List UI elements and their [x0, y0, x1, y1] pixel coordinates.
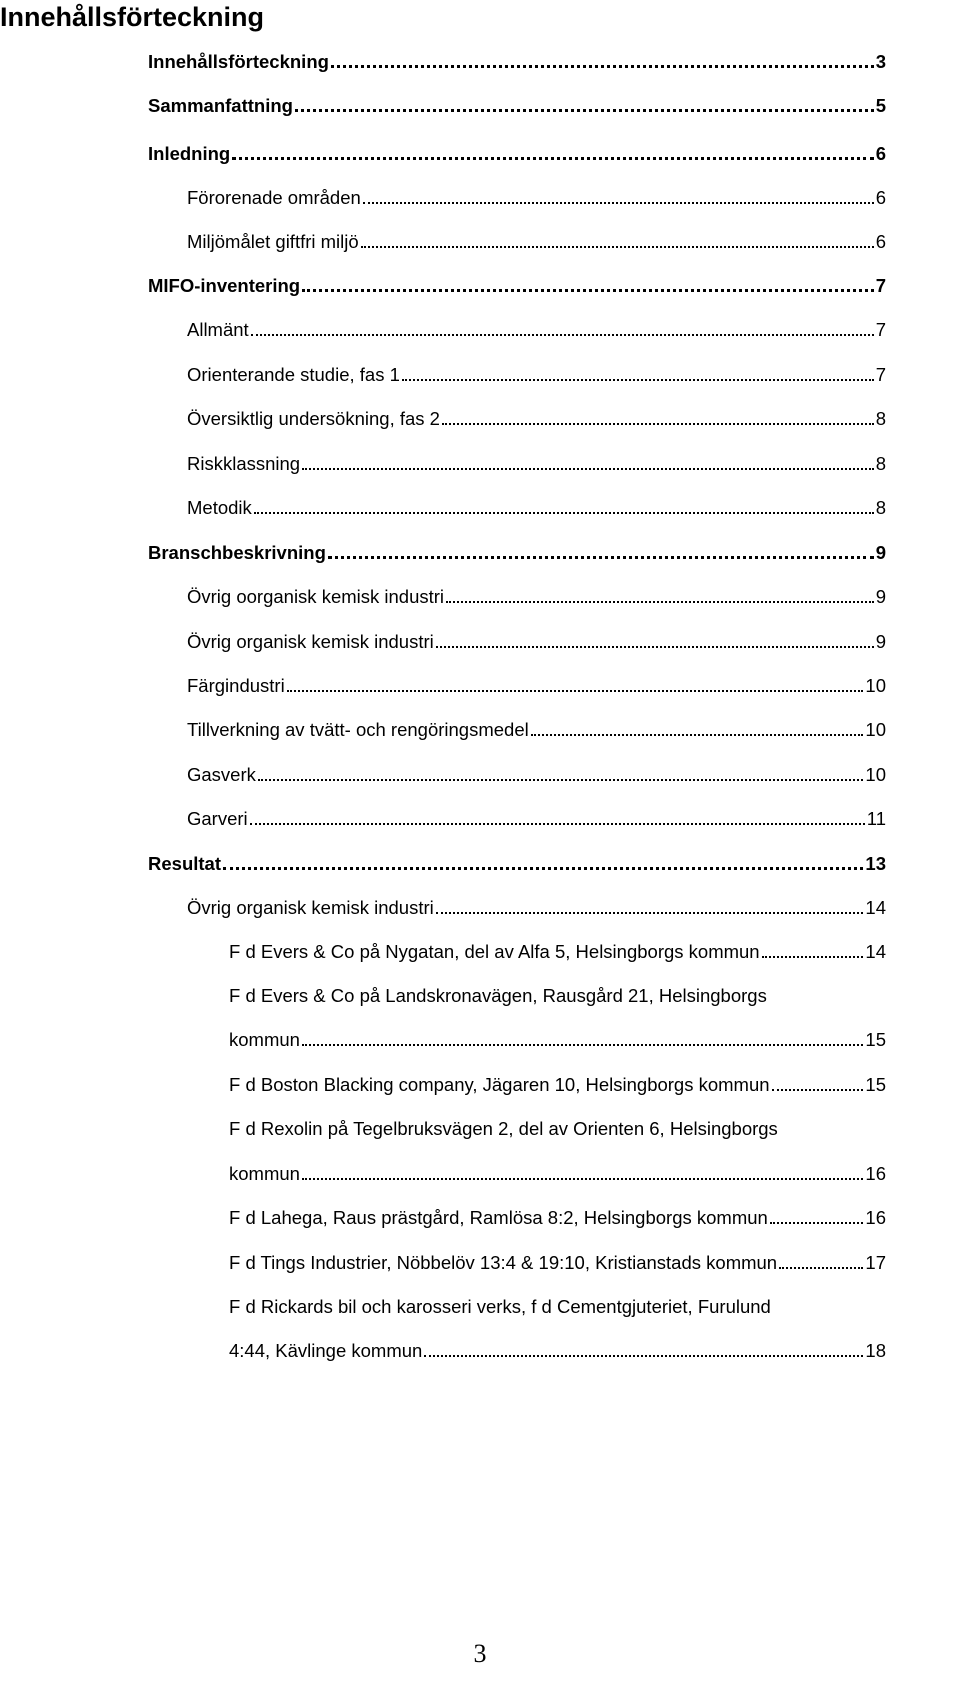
- toc-entry[interactable]: [187, 318, 886, 342]
- toc-entry[interactable]: [187, 230, 886, 254]
- toc-entry-page: 17: [865, 1252, 886, 1273]
- toc-entry-page: 10: [865, 675, 886, 696]
- dot-leader: [254, 512, 874, 514]
- toc-entry-title: kommun: [229, 1029, 300, 1050]
- toc-heading-entry[interactable]: [148, 50, 886, 74]
- toc-entry[interactable]: [187, 363, 886, 387]
- toc-entry-title: Resultat: [148, 853, 221, 874]
- toc-entry[interactable]: [187, 496, 886, 520]
- toc-entry-title: Garveri: [187, 808, 248, 829]
- toc-entry[interactable]: [187, 452, 886, 476]
- toc-entry-page: 16: [865, 1163, 886, 1184]
- toc-heading-entry[interactable]: [148, 541, 886, 565]
- toc-entry-page: 8: [875, 408, 886, 429]
- toc-entry-page: 18: [865, 1340, 886, 1361]
- dot-leader: [302, 289, 874, 292]
- toc-entry-page: 7: [875, 319, 886, 340]
- toc-entry-page: 6: [875, 187, 886, 208]
- toc-entry-page: 6: [875, 231, 886, 252]
- toc-entry-title: Översiktlig undersökning, fas 2: [187, 408, 440, 429]
- toc-entry-title: Övrig organisk kemisk industri: [187, 897, 434, 918]
- toc-entry-title: Metodik: [187, 497, 252, 518]
- toc-entry-page: 7: [875, 364, 886, 385]
- toc-entry-page: 7: [875, 275, 886, 296]
- toc-heading-entry[interactable]: [148, 852, 886, 876]
- dot-leader: [302, 1178, 863, 1180]
- toc-entry[interactable]: [187, 630, 886, 654]
- toc-entry[interactable]: [187, 407, 886, 431]
- toc-entry[interactable]: [229, 1162, 886, 1186]
- dot-leader: [363, 202, 874, 204]
- toc-entry-title: Sammanfattning: [148, 95, 293, 116]
- toc-entry-title: Övrig oorganisk kemisk industri: [187, 586, 445, 607]
- toc-heading-entry[interactable]: [148, 94, 886, 118]
- toc-entry-line: F d Rickards bil och karosseri verks, f d Cementgjuteriet, Furulund: [229, 1296, 771, 1317]
- toc-entry[interactable]: [229, 940, 886, 964]
- dot-leader: [223, 867, 863, 870]
- toc-entry[interactable]: [187, 718, 886, 742]
- toc-entry-page: 9: [875, 586, 886, 607]
- dot-leader: [762, 956, 864, 958]
- toc-entry-title: F d Lahega, Raus prästgård, Ramlösa 8:2, Helsingborgs kommun: [229, 1207, 768, 1228]
- toc-entry-page: 16: [865, 1207, 886, 1228]
- toc-entry-page: 13: [865, 853, 886, 874]
- dot-leader: [446, 601, 874, 603]
- toc-entry-page: 8: [875, 453, 886, 474]
- toc-entry-page: 9: [875, 631, 886, 652]
- toc-entry-page: 3: [875, 51, 886, 72]
- toc-entry-title: kommun: [229, 1163, 300, 1184]
- dot-leader: [361, 246, 874, 248]
- toc-entry-page: 9: [875, 542, 886, 563]
- toc-entry-title: F d Tings Industrier, Nöbbelöv 13:4 & 19:10, Kristianstads kommun: [229, 1252, 778, 1273]
- toc-entry[interactable]: [229, 1206, 886, 1230]
- dot-leader: [531, 734, 864, 736]
- dot-leader: [436, 646, 874, 648]
- toc-entry[interactable]: [229, 1339, 886, 1363]
- page-number: 3: [473, 1639, 487, 1668]
- toc-entry-page: 14: [865, 941, 886, 962]
- toc-entry-title: Tillverkning av tvätt- och rengöringsmedel: [187, 719, 529, 740]
- toc-entry[interactable]: [187, 763, 886, 787]
- dot-leader: [770, 1222, 864, 1224]
- toc-entry[interactable]: [229, 1028, 886, 1052]
- toc-entry-line: F d Evers & Co på Landskronavägen, Rausgård 21, Helsingborgs: [229, 985, 767, 1006]
- toc-entry[interactable]: [187, 186, 886, 210]
- toc-entry-title: Förorenade områden: [187, 187, 361, 208]
- toc-entry[interactable]: [187, 585, 886, 609]
- toc-entry-title: 4:44, Kävlinge kommun: [229, 1340, 423, 1361]
- dot-leader: [251, 334, 874, 336]
- toc-entry-title: Gasverk: [187, 764, 256, 785]
- toc-entry-title: F d Evers & Co på Nygatan, del av Alfa 5, Helsingborgs kommun: [229, 941, 760, 962]
- dot-leader: [442, 423, 874, 425]
- dot-leader: [331, 65, 874, 68]
- toc-entry-title: MIFO-inventering: [148, 275, 301, 296]
- toc-entry-line: F d Rexolin på Tegelbruksvägen 2, del av Orienten 6, Helsingborgs: [229, 1118, 778, 1139]
- toc-entry-title: Inledning: [148, 143, 231, 164]
- dot-leader: [424, 1355, 863, 1357]
- dot-leader: [287, 690, 864, 692]
- toc-entry[interactable]: [229, 1251, 886, 1275]
- document-title: Innehållsförteckning: [0, 2, 265, 32]
- dot-leader: [328, 556, 874, 559]
- toc-entry[interactable]: [229, 1073, 886, 1097]
- toc-entry-page: 11: [866, 808, 886, 829]
- toc-entry-page: 15: [865, 1074, 886, 1095]
- toc-entry[interactable]: [187, 807, 886, 831]
- toc-entry-page: 10: [865, 719, 886, 740]
- toc-entry-title: Färgindustri: [187, 675, 285, 696]
- toc-entry-title: F d Boston Blacking company, Jägaren 10, Helsingborgs kommun: [229, 1074, 770, 1095]
- toc-entry[interactable]: [187, 674, 886, 698]
- toc-entry-page: 8: [875, 497, 886, 518]
- toc-entry-page: 5: [875, 95, 886, 116]
- toc-entry-title: Övrig organisk kemisk industri: [187, 631, 434, 652]
- toc-entry-page: 14: [865, 897, 886, 918]
- dot-leader: [436, 912, 864, 914]
- dot-leader: [250, 823, 865, 825]
- toc-entry-page: 6: [875, 143, 886, 164]
- dot-leader: [779, 1267, 863, 1269]
- toc-entry-title: Miljömålet giftfri miljö: [187, 231, 359, 252]
- dot-leader: [232, 157, 873, 160]
- dot-leader: [302, 468, 874, 470]
- toc-entry-title: Riskklassning: [187, 453, 301, 474]
- toc-entry-title: Allmänt: [187, 319, 249, 340]
- toc-heading-entry[interactable]: [148, 142, 886, 166]
- toc-heading-entry[interactable]: [148, 274, 886, 298]
- dot-leader: [772, 1089, 864, 1091]
- dot-leader: [258, 779, 864, 781]
- toc-entry-title: Branschbeskrivning: [148, 542, 326, 563]
- toc-entry-title: Orienterande studie, fas 1: [187, 364, 400, 385]
- toc-entry[interactable]: [187, 896, 886, 920]
- dot-leader: [402, 379, 874, 381]
- toc-entry-title: Innehållsförteckning: [148, 51, 329, 72]
- dot-leader: [295, 109, 874, 112]
- toc-entry-page: 10: [865, 764, 886, 785]
- toc-entry-page: 15: [865, 1029, 886, 1050]
- dot-leader: [302, 1044, 863, 1046]
